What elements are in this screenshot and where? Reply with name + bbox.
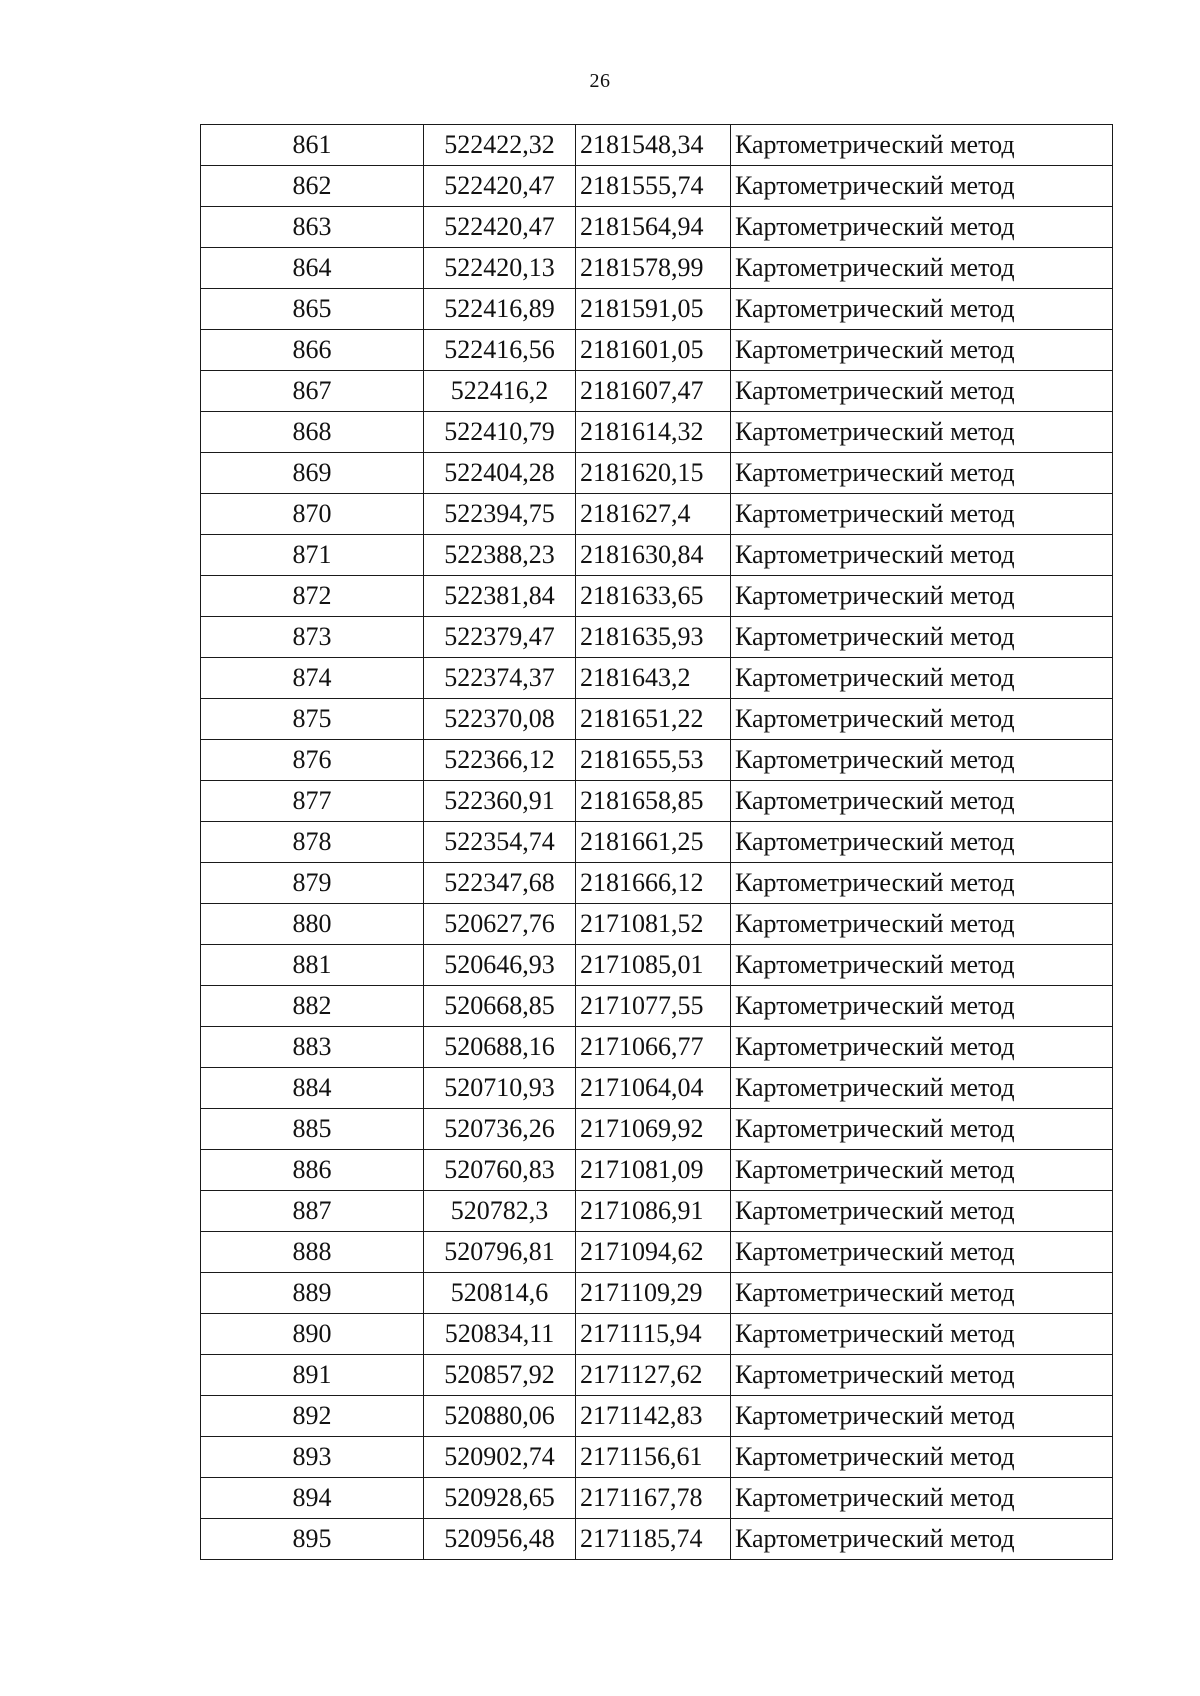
x-coordinate-cell: 522422,32: [424, 125, 576, 166]
method-cell: Картометрический метод: [731, 576, 1113, 617]
point-number-cell: 864: [201, 248, 424, 289]
table-row: [201, 207, 1113, 248]
x-coordinate-cell: 522416,56: [424, 330, 576, 371]
table-row: [201, 863, 1113, 904]
x-coordinate-cell: 522410,79: [424, 412, 576, 453]
method-cell: Картометрический метод: [731, 986, 1113, 1027]
point-number-cell: 886: [201, 1150, 424, 1191]
method-cell: Картометрический метод: [731, 863, 1113, 904]
y-coordinate-cell: 2181564,94: [576, 207, 731, 248]
method-cell: Картометрический метод: [731, 453, 1113, 494]
y-coordinate-cell: 2181548,34: [576, 125, 731, 166]
point-number-cell: 862: [201, 166, 424, 207]
point-number-cell: 882: [201, 986, 424, 1027]
point-number-cell: 888: [201, 1232, 424, 1273]
x-coordinate-cell: 522374,37: [424, 658, 576, 699]
method-cell: Картометрический метод: [731, 1027, 1113, 1068]
x-coordinate-cell: 520668,85: [424, 986, 576, 1027]
table-row: [201, 945, 1113, 986]
point-number-cell: 877: [201, 781, 424, 822]
point-number-cell: 884: [201, 1068, 424, 1109]
x-coordinate-cell: 520710,93: [424, 1068, 576, 1109]
method-cell: Картометрический метод: [731, 330, 1113, 371]
point-number-cell: 893: [201, 1437, 424, 1478]
y-coordinate-cell: 2181607,47: [576, 371, 731, 412]
y-coordinate-cell: 2171086,91: [576, 1191, 731, 1232]
method-cell: Картометрический метод: [731, 1478, 1113, 1519]
x-coordinate-cell: 520796,81: [424, 1232, 576, 1273]
table-row: [201, 1232, 1113, 1273]
method-cell: Картометрический метод: [731, 1191, 1113, 1232]
x-coordinate-cell: 520782,3: [424, 1191, 576, 1232]
method-cell: Картометрический метод: [731, 412, 1113, 453]
point-number-cell: 878: [201, 822, 424, 863]
point-number-cell: 873: [201, 617, 424, 658]
x-coordinate-cell: 522420,47: [424, 166, 576, 207]
point-number-cell: 885: [201, 1109, 424, 1150]
table-row: [201, 904, 1113, 945]
y-coordinate-cell: 2181630,84: [576, 535, 731, 576]
y-coordinate-cell: 2171069,92: [576, 1109, 731, 1150]
x-coordinate-cell: 520880,06: [424, 1396, 576, 1437]
x-coordinate-cell: 522347,68: [424, 863, 576, 904]
point-number-cell: 879: [201, 863, 424, 904]
method-cell: Картометрический метод: [731, 1314, 1113, 1355]
x-coordinate-cell: 522416,89: [424, 289, 576, 330]
point-number-cell: 868: [201, 412, 424, 453]
y-coordinate-cell: 2171185,74: [576, 1519, 731, 1560]
point-number-cell: 881: [201, 945, 424, 986]
page-number: 26: [589, 70, 611, 92]
table-row: [201, 822, 1113, 863]
y-coordinate-cell: 2181555,74: [576, 166, 731, 207]
point-number-cell: 895: [201, 1519, 424, 1560]
x-coordinate-cell: 520814,6: [424, 1273, 576, 1314]
table-row: [201, 576, 1113, 617]
x-coordinate-cell: 520760,83: [424, 1150, 576, 1191]
coordinates-table-body: [201, 125, 1113, 1560]
method-cell: Картометрический метод: [731, 494, 1113, 535]
y-coordinate-cell: 2181666,12: [576, 863, 731, 904]
table-row: [201, 1109, 1113, 1150]
method-cell: Картометрический метод: [731, 822, 1113, 863]
y-coordinate-cell: 2171081,52: [576, 904, 731, 945]
method-cell: Картометрический метод: [731, 1068, 1113, 1109]
point-number-cell: 890: [201, 1314, 424, 1355]
point-number-cell: 891: [201, 1355, 424, 1396]
table-row: [201, 371, 1113, 412]
method-cell: Картометрический метод: [731, 904, 1113, 945]
table-row: [201, 617, 1113, 658]
y-coordinate-cell: 2181578,99: [576, 248, 731, 289]
table-row: [201, 1027, 1113, 1068]
table-row: [201, 453, 1113, 494]
y-coordinate-cell: 2181643,2: [576, 658, 731, 699]
point-number-cell: 894: [201, 1478, 424, 1519]
method-cell: Картометрический метод: [731, 781, 1113, 822]
y-coordinate-cell: 2171081,09: [576, 1150, 731, 1191]
x-coordinate-cell: 522379,47: [424, 617, 576, 658]
x-coordinate-cell: 522388,23: [424, 535, 576, 576]
y-coordinate-cell: 2171127,62: [576, 1355, 731, 1396]
table-row: [201, 986, 1113, 1027]
table-row: [201, 248, 1113, 289]
point-number-cell: 872: [201, 576, 424, 617]
y-coordinate-cell: 2181591,05: [576, 289, 731, 330]
point-number-cell: 869: [201, 453, 424, 494]
x-coordinate-cell: 522370,08: [424, 699, 576, 740]
method-cell: Картометрический метод: [731, 1273, 1113, 1314]
method-cell: Картометрический метод: [731, 1232, 1113, 1273]
y-coordinate-cell: 2181614,32: [576, 412, 731, 453]
point-number-cell: 863: [201, 207, 424, 248]
y-coordinate-cell: 2171066,77: [576, 1027, 731, 1068]
method-cell: Картометрический метод: [731, 207, 1113, 248]
y-coordinate-cell: 2181655,53: [576, 740, 731, 781]
method-cell: Картометрический метод: [731, 166, 1113, 207]
y-coordinate-cell: 2181633,65: [576, 576, 731, 617]
x-coordinate-cell: 522404,28: [424, 453, 576, 494]
point-number-cell: 889: [201, 1273, 424, 1314]
y-coordinate-cell: 2171109,29: [576, 1273, 731, 1314]
x-coordinate-cell: 522360,91: [424, 781, 576, 822]
x-coordinate-cell: 522394,75: [424, 494, 576, 535]
method-cell: Картометрический метод: [731, 535, 1113, 576]
table-row: [201, 1396, 1113, 1437]
point-number-cell: 871: [201, 535, 424, 576]
table-row: [201, 740, 1113, 781]
method-cell: Картометрический метод: [731, 699, 1113, 740]
x-coordinate-cell: 520646,93: [424, 945, 576, 986]
x-coordinate-cell: 520736,26: [424, 1109, 576, 1150]
y-coordinate-cell: 2181601,05: [576, 330, 731, 371]
x-coordinate-cell: 520834,11: [424, 1314, 576, 1355]
method-cell: Картометрический метод: [731, 1519, 1113, 1560]
x-coordinate-cell: 520956,48: [424, 1519, 576, 1560]
point-number-cell: 867: [201, 371, 424, 412]
y-coordinate-cell: 2171077,55: [576, 986, 731, 1027]
y-coordinate-cell: 2171064,04: [576, 1068, 731, 1109]
table-row: [201, 1314, 1113, 1355]
method-cell: Картометрический метод: [731, 1437, 1113, 1478]
table-row: [201, 658, 1113, 699]
method-cell: Картометрический метод: [731, 371, 1113, 412]
point-number-cell: 875: [201, 699, 424, 740]
table-row: [201, 412, 1113, 453]
x-coordinate-cell: 520928,65: [424, 1478, 576, 1519]
method-cell: Картометрический метод: [731, 945, 1113, 986]
y-coordinate-cell: 2171115,94: [576, 1314, 731, 1355]
method-cell: Картометрический метод: [731, 658, 1113, 699]
x-coordinate-cell: 520627,76: [424, 904, 576, 945]
method-cell: Картометрический метод: [731, 617, 1113, 658]
point-number-cell: 892: [201, 1396, 424, 1437]
x-coordinate-cell: 520857,92: [424, 1355, 576, 1396]
y-coordinate-cell: 2171156,61: [576, 1437, 731, 1478]
method-cell: Картометрический метод: [731, 289, 1113, 330]
x-coordinate-cell: 522381,84: [424, 576, 576, 617]
method-cell: Картометрический метод: [731, 740, 1113, 781]
point-number-cell: 880: [201, 904, 424, 945]
table-row: [201, 781, 1113, 822]
y-coordinate-cell: 2171085,01: [576, 945, 731, 986]
point-number-cell: 865: [201, 289, 424, 330]
y-coordinate-cell: 2171167,78: [576, 1478, 731, 1519]
table-row: [201, 125, 1113, 166]
table-row: [201, 535, 1113, 576]
table-row: [201, 289, 1113, 330]
point-number-cell: 861: [201, 125, 424, 166]
y-coordinate-cell: 2181661,25: [576, 822, 731, 863]
y-coordinate-cell: 2171142,83: [576, 1396, 731, 1437]
method-cell: Картометрический метод: [731, 1396, 1113, 1437]
y-coordinate-cell: 2181620,15: [576, 453, 731, 494]
table-row: [201, 1355, 1113, 1396]
table-row: [201, 1150, 1113, 1191]
point-number-cell: 883: [201, 1027, 424, 1068]
table-row: [201, 699, 1113, 740]
y-coordinate-cell: 2181651,22: [576, 699, 731, 740]
method-cell: Картометрический метод: [731, 248, 1113, 289]
x-coordinate-cell: 522354,74: [424, 822, 576, 863]
method-cell: Картометрический метод: [731, 1109, 1113, 1150]
table-row: [201, 1478, 1113, 1519]
table-row: [201, 330, 1113, 371]
coordinates-table: [200, 124, 1113, 1560]
table-row: [201, 1437, 1113, 1478]
table-row: [201, 1068, 1113, 1109]
y-coordinate-cell: 2181658,85: [576, 781, 731, 822]
x-coordinate-cell: 522416,2: [424, 371, 576, 412]
point-number-cell: 876: [201, 740, 424, 781]
table-row: [201, 166, 1113, 207]
point-number-cell: 874: [201, 658, 424, 699]
y-coordinate-cell: 2181635,93: [576, 617, 731, 658]
y-coordinate-cell: 2181627,4: [576, 494, 731, 535]
table-row: [201, 1519, 1113, 1560]
table-row: [201, 494, 1113, 535]
method-cell: Картометрический метод: [731, 1150, 1113, 1191]
x-coordinate-cell: 522366,12: [424, 740, 576, 781]
y-coordinate-cell: 2171094,62: [576, 1232, 731, 1273]
method-cell: Картометрический метод: [731, 1355, 1113, 1396]
point-number-cell: 887: [201, 1191, 424, 1232]
table-row: [201, 1191, 1113, 1232]
table-row: [201, 1273, 1113, 1314]
method-cell: Картометрический метод: [731, 125, 1113, 166]
point-number-cell: 870: [201, 494, 424, 535]
x-coordinate-cell: 520688,16: [424, 1027, 576, 1068]
x-coordinate-cell: 520902,74: [424, 1437, 576, 1478]
x-coordinate-cell: 522420,47: [424, 207, 576, 248]
point-number-cell: 866: [201, 330, 424, 371]
x-coordinate-cell: 522420,13: [424, 248, 576, 289]
